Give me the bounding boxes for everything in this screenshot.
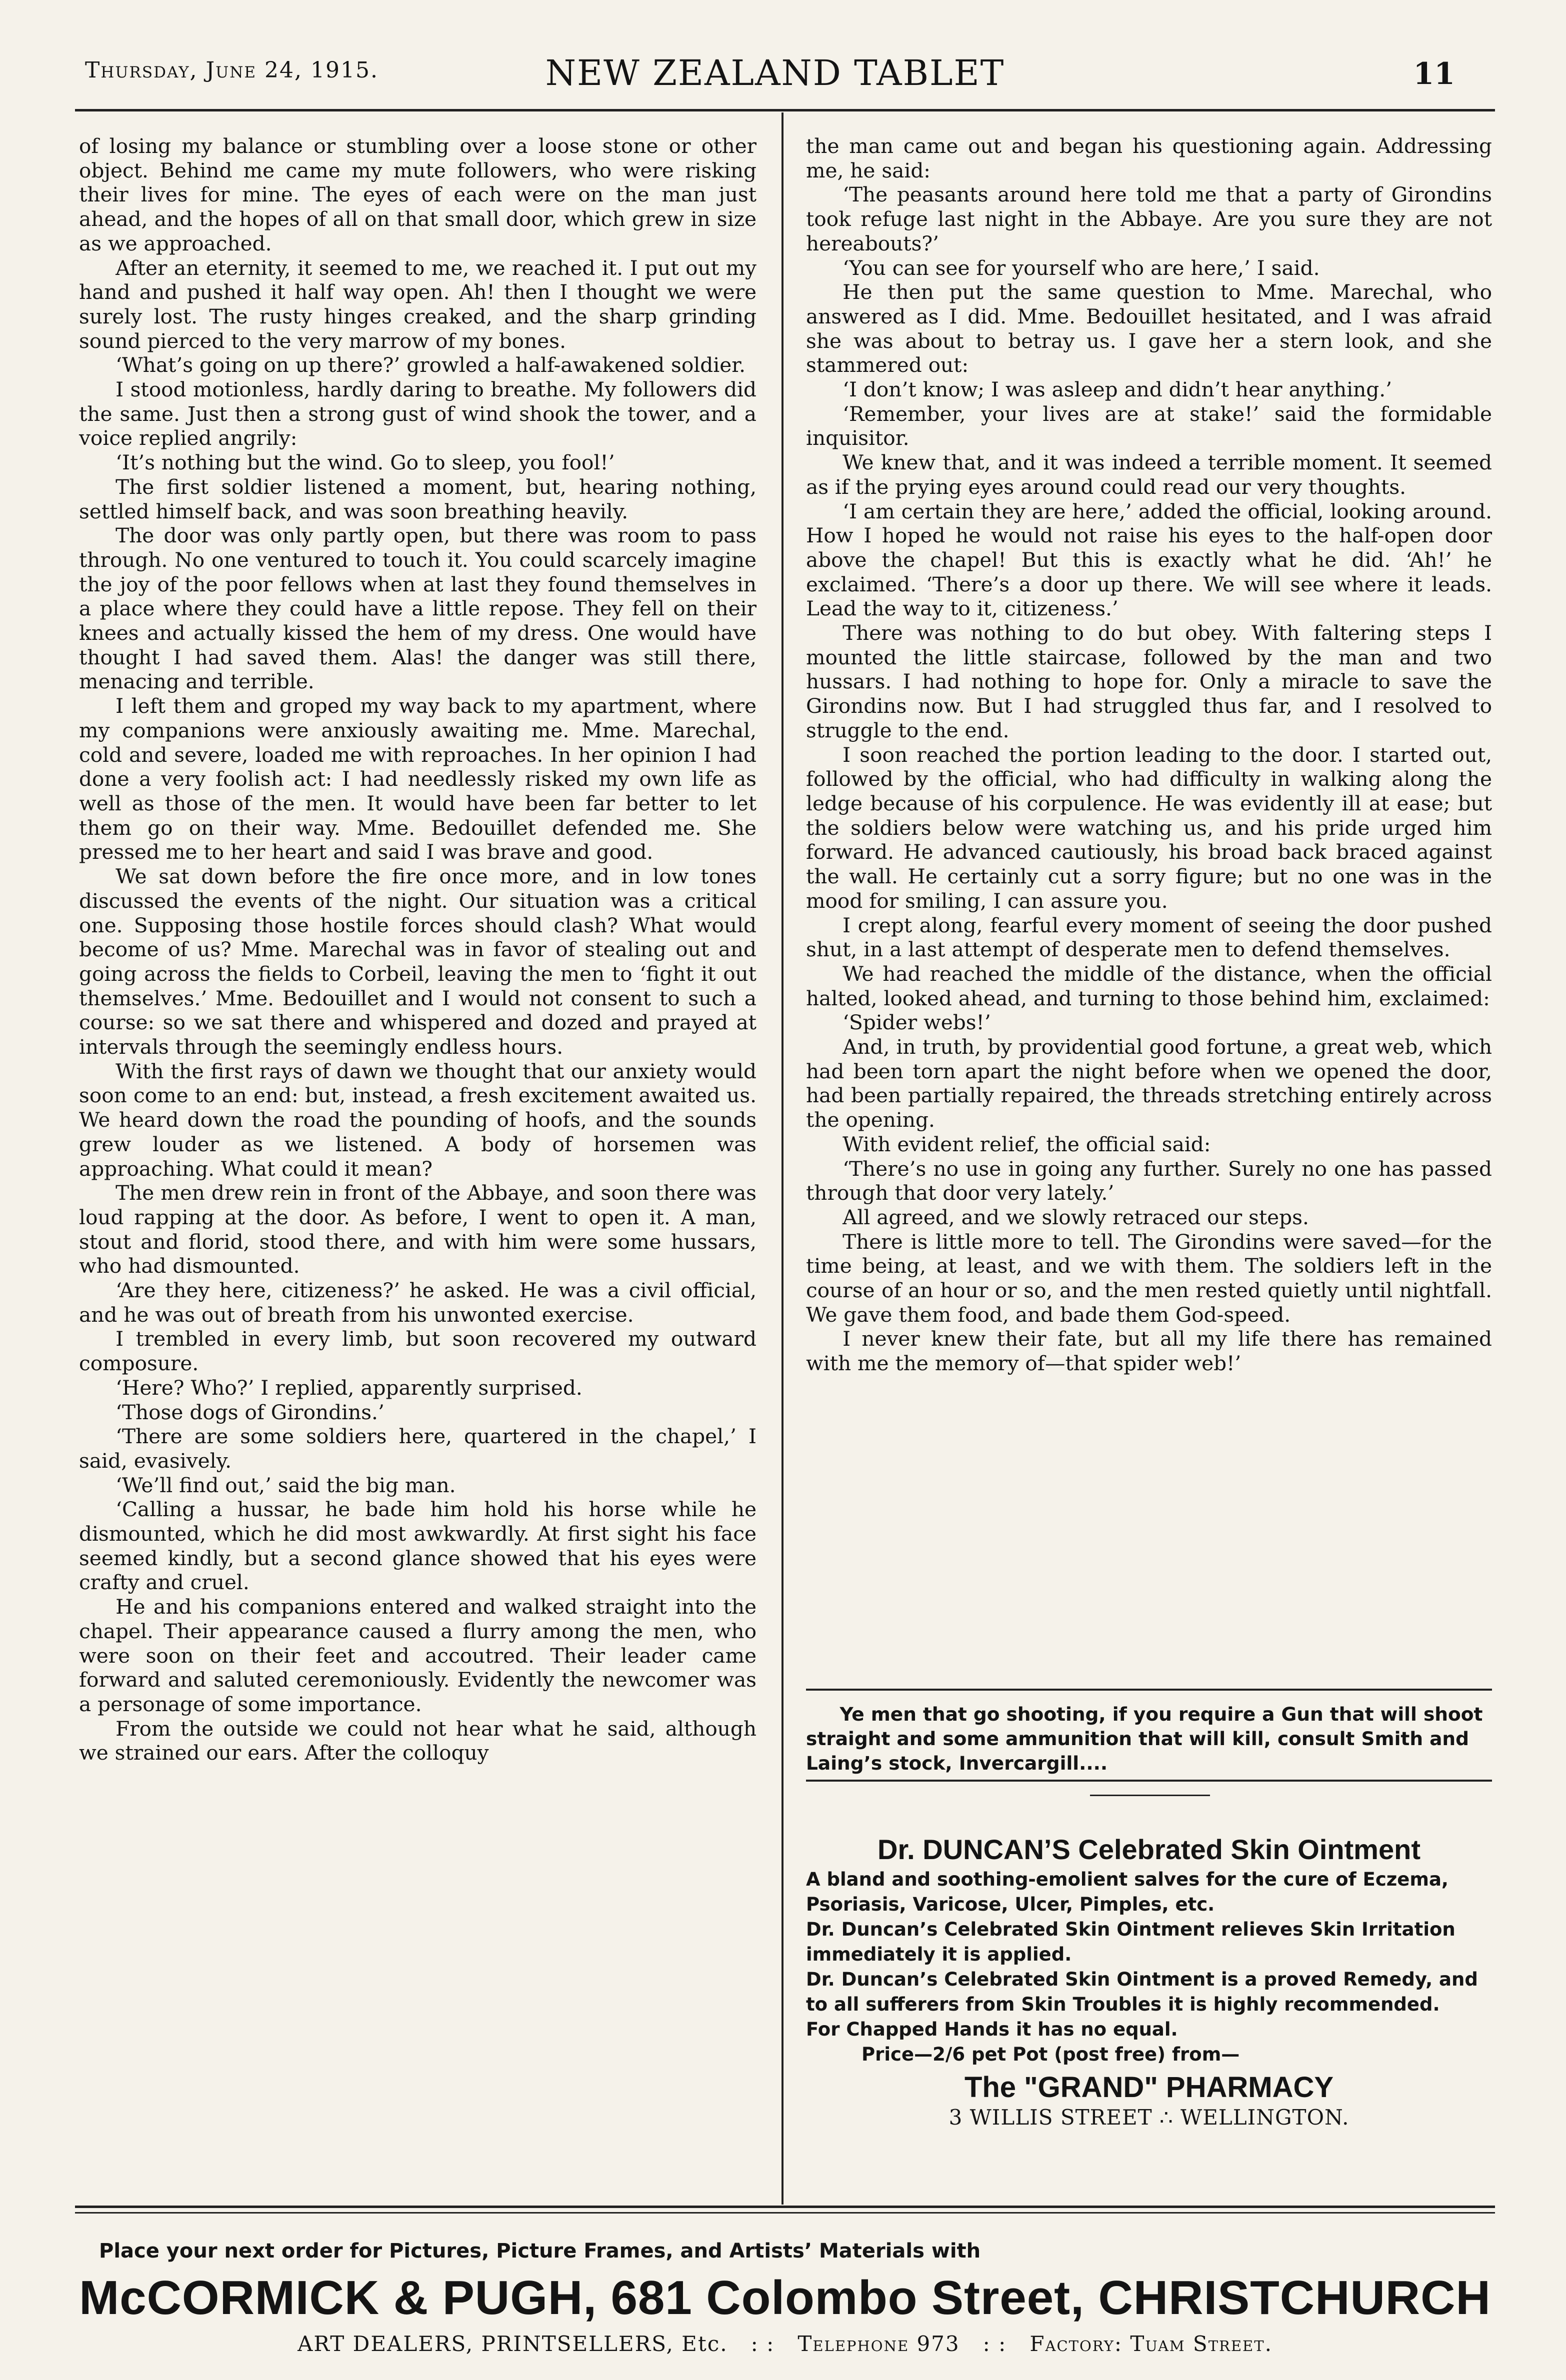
- paragraph: ‘I don’t know; I was asleep and didn’t hear anything.’: [842, 377, 1392, 402]
- ointment-advertisement: [806, 1832, 1492, 2130]
- issue-date: Thursday, June 24, 1915.: [85, 57, 378, 83]
- ointment-price: Price—2/6 pet Pot (post free) from—: [862, 2044, 1240, 2065]
- paragraph: We sat down before the fire once more, and in low tones discussed the events of the night. Our situation was a critical one. Supposing those hostile forces should clash? What would become of us? Mme. Marechal was in favor of stealing out and going across the fields to Corbeil, leaving the men to ‘fight it out themselves.’ Mme. Bedouillet and I would not consent to such a course: so we sat there and whispered and dozed and prayed at intervals through the seemingly endless hours.: [79, 864, 756, 1059]
- paragraph: ‘The peasants around here told me that a party of Girondins took refuge last night in the Abbaye. Are you sure they are not hereabouts?’: [806, 182, 1492, 255]
- paragraph: the man came out and began his questioning again. Addressing me, he said:: [806, 134, 1492, 182]
- paragraph: of losing my balance or stumbling over a loose stone or other object. Behind me came my mute followers, who were risking their lives for mine. The eyes of each were on the man just ahead, and the hopes of all on that small door, which grew in size as we approached.: [79, 134, 756, 255]
- paragraph: We knew that, and it was indeed a terrible moment. It seemed as if the prying eyes around could read our very thoughts.: [806, 450, 1492, 499]
- story-right-column: [806, 134, 1492, 1376]
- paragraph: There was nothing to do but obey. With faltering steps I mounted the little staircase, followed by the man and two hussars. I had nothing to hope for. Only a miracle to save the Girondins now. But I had struggled thus far, and I resolved to struggle to the end.: [806, 621, 1492, 742]
- paragraph: The first soldier listened a moment, but, hearing nothing, settled himself back, and was soon breathing heavily.: [79, 474, 756, 523]
- paragraph: I stood motionless, hardly daring to breathe. My followers did the same. Just then a strong gust of wind shook the tower, and a voice replied angrily:: [79, 377, 756, 450]
- paragraph: We had reached the middle of the distance, when the official halted, looked ahead, and turning to those behind him, exclaimed:: [806, 961, 1492, 1010]
- pharmacy-address: 3 WILLIS STREET ∴ WELLINGTON.: [948, 2105, 1350, 2130]
- masthead-title: NEW ZEALAND TABLET: [545, 52, 1005, 93]
- paragraph: All agreed, and we slowly retraced our steps.: [842, 1205, 1309, 1229]
- paragraph: ‘Calling a hussar, he bade him hold his horse while he dismounted, which he did most awkwardly. At first sight his face seemed kindly, but a second glance showed that his eyes were crafty and cruel.: [79, 1497, 756, 1595]
- paragraph: From the outside we could not hear what he said, although we strained our ears. After the colloquy: [79, 1716, 756, 1765]
- ointment-line: A bland and soothing-emolient salves for the cure of Eczema, Psoriasis, Varicose, Ulcer, Pimples, etc.: [806, 1869, 1448, 1915]
- paragraph: He and his companions entered and walked straight into the chapel. Their appearance caused a flurry among the men, who were soon on their feet and accoutred. Their leader came forward and saluted ceremoniously. Evidently the newcomer was a personage of some importance.: [79, 1595, 756, 1716]
- paragraph: With evident relief, the official said:: [842, 1132, 1211, 1156]
- paragraph: ‘You can see for yourself who are here,’ I said.: [842, 255, 1320, 280]
- story-left-column: [79, 134, 756, 1765]
- paragraph: With the first rays of dawn we thought that our anxiety would soon come to an end: but, instead, a fresh excitement awaited us. We heard down the road the pounding of hoofs, and the sounds grew louder as we listened. A body of horsemen was approaching. What could it mean?: [79, 1059, 756, 1181]
- ad-rule-short: [1090, 1795, 1210, 1796]
- ointment-heading: Dr. DUNCAN’S Celebrated Skin Ointment: [878, 1834, 1420, 1865]
- page-number: 11: [1413, 56, 1455, 91]
- gun-notice-text: Ye men that go shooting, if you require a Gun that will shoot straight and some ammunition that will kill, consult Smith and Laing’s stock, Invercargill....: [806, 1703, 1483, 1774]
- mccormick-intro-text: Place your next order for Pictures, Picture Frames, and Artists’ Materials with: [99, 2240, 981, 2263]
- paragraph: I never knew their fate, but all my life there has remained with me the memory of—that spider web!’: [806, 1327, 1492, 1376]
- paragraph: He then put the same question to Mme. Marechal, who answered as I did. Mme. Bedouillet hesitated, and I was afraid she was about to betray us. I gave her a stern look, and she stammered out:: [806, 280, 1492, 377]
- mccormick-telephone: Telephone 973: [798, 2332, 960, 2356]
- paragraph: I crept along, fearful every moment of seeing the door pushed shut, in a last attempt of desperate men to defend themselves.: [806, 913, 1492, 962]
- paragraph: I soon reached the portion leading to the door. I started out, followed by the official, who had difficulty in walking along the ledge because of his corpulence. He was evidently ill at ease; but the soldiers below were watching us, and his pride urged him forward. He advanced cautiously, his broad back braced against the wall. He certainly cut a sorry figure; but no one was in the mood for smiling, I can assure you.: [806, 742, 1492, 913]
- separator: : :: [735, 2332, 790, 2356]
- paragraph: ‘Spider webs!’: [842, 1010, 991, 1035]
- ointment-line: Dr. Duncan’s Celebrated Skin Ointment is a proved Remedy, and to all sufferers from Skin Troubles it is highly recommended.: [806, 1969, 1478, 2015]
- paragraph: ‘What’s going on up there?’ growled a half-awakened soldier.: [116, 353, 746, 377]
- mccormick-details: [75, 2332, 1495, 2356]
- paragraph: ‘I am certain they are here,’ added the official, looking around. How I hoped he would not raise his eyes to the half-open door above the chapel! But this is exactly what he did. ‘Ah!’ he exclaimed. ‘There’s a door up there. We will see where it leads. Lead the way to it, citizeness.’: [806, 499, 1492, 621]
- mccormick-factory: Factory: Tuam Street.: [1030, 2332, 1272, 2356]
- paragraph: ‘Are they here, citizeness?’ he asked. He was a civil official, and he was out of breath from his unwonted exercise.: [79, 1278, 756, 1327]
- paragraph: I trembled in every limb, but soon recovered my outward composure.: [79, 1327, 756, 1376]
- ad-rule-top: [806, 1780, 1492, 1782]
- mccormick-intro: [75, 2240, 1495, 2263]
- paragraph: ‘Those dogs of Girondins.’: [116, 1400, 384, 1424]
- footer-rule-2: [75, 2212, 1495, 2214]
- page-header: [75, 52, 1475, 102]
- mccormick-name: McCORMICK & PUGH, 681 Colombo Street, CHRISTCHURCH: [79, 2271, 1491, 2325]
- ointment-line: For Chapped Hands it has no equal.: [806, 2019, 1178, 2040]
- paragraph: ‘Remember, your lives are at stake!’ said the formidable inquisitor.: [806, 401, 1492, 450]
- paragraph: The men drew rein in front of the Abbaye, and soon there was loud rapping at the door. As before, I went to open it. A man, stout and florid, stood there, and with him were some hussars, who had dismounted.: [79, 1181, 756, 1278]
- paragraph: ‘It’s nothing but the wind. Go to sleep, you fool!’: [116, 450, 615, 475]
- paragraph: ‘Here? Who?’ I replied, apparently surprised.: [116, 1375, 582, 1400]
- pharmacy-name: The "GRAND" PHARMACY: [964, 2071, 1334, 2104]
- ointment-line: Dr. Duncan’s Celebrated Skin Ointment relieves Skin Irritation immediately it is applied.: [806, 1919, 1456, 1965]
- paragraph: The door was only partly open, but there was room to pass through. No one ventured to touch it. You could scarcely imagine the joy of the poor fellows when at last they found themselves in a place where they could have a little repose. They fell on their knees and actually kissed the hem of my dress. One would have thought I had saved them. Alas! the danger was still there, menacing and terrible.: [79, 523, 756, 694]
- notice-rule: [806, 1689, 1492, 1691]
- paragraph: ‘We’ll find out,’ said the big man.: [116, 1473, 456, 1497]
- paragraph: After an eternity, it seemed to me, we reached it. I put out my hand and pushed it half way open. Ah! then I thought we were surely lost. The rusty hinges creaked, and the sharp grinding sound pierced to the very marrow of my bones.: [79, 255, 756, 353]
- header-rule: [75, 109, 1495, 111]
- footer-rule-1: [75, 2206, 1495, 2208]
- paragraph: And, in truth, by providential good fortune, a great web, which had been torn apart the night before when we opened the door, had been partially repaired, the threads stretching entirely across the opening.: [806, 1035, 1492, 1132]
- paragraph: ‘There are some soldiers here, quartered in the chapel,’ I said, evasively.: [79, 1424, 756, 1473]
- gun-notice: [806, 1702, 1492, 1776]
- paragraph: I left them and groped my way back to my apartment, where my companions were anxiously awaiting me. Mme. Marechal, cold and severe, loaded me with reproaches. In her opinion I had done a very foolish act: I had needlessly risked my own life as well as those of the men. It would have been far better to let them go on their way. Mme. Bedouillet defended me. She pressed me to her heart and said I was brave and good.: [79, 694, 756, 864]
- mccormick-trade: ART DEALERS, PRINTSELLERS, Etc.: [298, 2332, 728, 2356]
- column-divider: [782, 112, 784, 2205]
- paragraph: ‘There’s no use in going any further. Surely no one has passed through that door very lately.’: [806, 1156, 1492, 1205]
- separator: : :: [967, 2332, 1022, 2356]
- paragraph: There is little more to tell. The Girondins were saved—for the time being, at least, and we with them. The soldiers left in the course of an hour or so, and the men rested quietly until nightfall. We gave them food, and bade them God-speed.: [806, 1229, 1492, 1327]
